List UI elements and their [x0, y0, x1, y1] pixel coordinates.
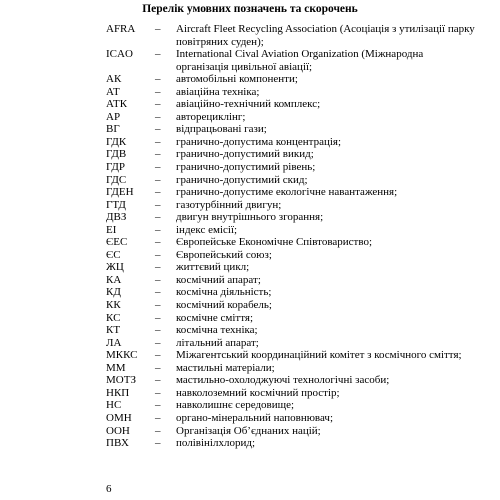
abbreviation-row — [0, 98, 500, 111]
abbreviation-definition: навколишнє середовище; — [176, 399, 295, 412]
abbreviation-row — [0, 299, 500, 312]
abbreviation-definition: відпрацьовані гази; — [176, 123, 267, 136]
abbreviation-definition: Європейське Економічне Співтовариство; — [176, 236, 373, 249]
abbreviation-row — [0, 374, 500, 387]
abbreviation-term: ГДР — [106, 161, 126, 174]
abbreviation-term: АТ — [106, 85, 120, 98]
dash-separator: – — [155, 48, 161, 61]
abbreviation-definition: гранично-допустимий викид; — [176, 148, 314, 161]
abbreviation-row — [0, 161, 500, 174]
dash-separator: – — [155, 110, 161, 123]
abbreviation-term: ПВХ — [106, 437, 129, 450]
dash-separator: – — [155, 424, 161, 437]
abbreviation-row — [0, 224, 500, 237]
dash-separator: – — [155, 273, 161, 286]
abbreviation-term: ММ — [106, 361, 126, 374]
dash-separator: – — [155, 161, 161, 174]
abbreviation-term: ЖЦ — [106, 261, 124, 274]
dash-separator: – — [155, 198, 161, 211]
dash-separator: – — [155, 85, 161, 98]
abbreviation-term: ЄС — [106, 248, 121, 261]
abbreviation-term: ГДВ — [106, 148, 127, 161]
abbreviation-term: AFRA — [106, 23, 136, 35]
dash-separator: – — [155, 73, 161, 86]
dash-separator: – — [155, 261, 161, 274]
abbreviation-term: ВГ — [106, 123, 120, 136]
abbreviation-term: ОМН — [106, 411, 132, 424]
abbreviation-row — [0, 111, 500, 124]
abbreviation-row — [0, 174, 500, 187]
dash-separator: – — [155, 311, 161, 324]
abbreviation-term: ГДЕН — [106, 186, 134, 199]
abbreviation-definition: Європейський союз; — [176, 248, 272, 261]
abbreviation-definition: космічна діяльність; — [176, 286, 272, 299]
dash-separator: – — [155, 23, 161, 35]
abbreviation-definition: індекс емісії; — [176, 223, 238, 236]
abbreviation-row — [0, 261, 500, 274]
abbreviation-term: ГДК — [106, 135, 127, 148]
abbreviation-definition: гранично-допустиме екологічне навантаження; — [176, 186, 398, 199]
page-title: Перелік умовних позначень та скорочень — [142, 3, 358, 15]
abbreviation-definition: життєвий цикл; — [176, 261, 250, 274]
abbreviation-term: ГДС — [106, 173, 127, 186]
abbreviation-term: ГТД — [106, 198, 126, 211]
abbreviation-definition: International Cival Aviation Organization (Міжнародна організація цивільної авіації; — [176, 48, 424, 73]
abbreviation-definition: авіаційна техніка; — [176, 85, 260, 98]
abbreviation-definition: авторециклінг; — [176, 110, 246, 123]
dash-separator: – — [155, 98, 161, 111]
abbreviation-term: КК — [106, 299, 121, 312]
abbreviation-row — [0, 425, 500, 438]
abbreviation-definition: навколоземний космічний простір; — [176, 386, 340, 399]
abbreviation-term: ЕІ — [106, 223, 117, 236]
abbreviation-term: ЛА — [106, 336, 122, 349]
abbreviation-term: ООН — [106, 424, 130, 437]
abbreviation-term: ICAO — [106, 48, 133, 61]
abbreviation-definition: мастильні матеріали; — [176, 361, 275, 374]
abbreviation-term: КС — [106, 311, 121, 324]
dash-separator: – — [155, 399, 161, 412]
dash-separator: – — [155, 411, 161, 424]
abbreviation-row — [0, 324, 500, 337]
abbreviation-definition: гранично-допустима концентрація; — [176, 135, 342, 148]
abbreviation-row — [0, 136, 500, 149]
abbreviation-definition: Організація Об’єднаних націй; — [176, 424, 321, 437]
abbreviation-definition: полівінілхлорид; — [176, 437, 255, 450]
abbreviation-row — [0, 73, 500, 86]
abbreviation-definition: газотурбінний двигун; — [176, 198, 282, 211]
abbreviation-term: ЄЕС — [106, 236, 128, 249]
abbreviation-row — [0, 274, 500, 287]
abbreviation-definition: гранично-допустимий рівень; — [176, 161, 316, 174]
dash-separator: – — [155, 286, 161, 299]
dash-separator: – — [155, 135, 161, 148]
abbreviation-row — [0, 437, 500, 450]
abbreviation-row — [0, 186, 500, 199]
dash-separator: – — [155, 173, 161, 186]
dash-separator: – — [155, 299, 161, 312]
abbreviation-list — [0, 23, 500, 450]
abbreviation-row — [0, 399, 500, 412]
dash-separator: – — [155, 386, 161, 399]
abbreviation-row — [0, 312, 500, 325]
abbreviation-definition: літальний апарат; — [176, 336, 259, 349]
abbreviation-row — [0, 211, 500, 224]
dash-separator: – — [155, 186, 161, 199]
abbreviation-definition: Aircraft Fleet Recycling Association (Асоціація з утилізації парку повітряних суден); — [176, 23, 475, 48]
abbreviation-row — [0, 286, 500, 299]
dash-separator: – — [155, 374, 161, 387]
abbreviation-definition: органо-мінеральний наповнювач; — [176, 411, 334, 424]
abbreviation-definition: двигун внутрішнього згорання; — [176, 211, 324, 224]
abbreviation-row — [0, 123, 500, 136]
abbreviation-term: ДВЗ — [106, 211, 127, 224]
abbreviation-row — [0, 362, 500, 375]
abbreviation-definition: космічний апарат; — [176, 273, 261, 286]
abbreviation-row — [0, 199, 500, 212]
abbreviation-term: КТ — [106, 324, 121, 337]
abbreviation-row — [0, 249, 500, 262]
abbreviation-term: КД — [106, 286, 121, 299]
abbreviation-row — [0, 412, 500, 425]
dash-separator: – — [155, 148, 161, 161]
dash-separator: – — [155, 248, 161, 261]
abbreviation-definition: космічна техніка; — [176, 324, 258, 337]
abbreviation-definition: космічне сміття; — [176, 311, 253, 324]
abbreviation-definition: космічний корабель; — [176, 299, 272, 312]
abbreviation-row — [0, 349, 500, 362]
abbreviation-row — [0, 148, 500, 161]
abbreviation-row — [0, 48, 500, 73]
abbreviation-term: КА — [106, 273, 122, 286]
dash-separator: – — [155, 437, 161, 450]
abbreviation-definition: автомобільні компоненти; — [176, 73, 298, 86]
abbreviation-definition: авіаційно-технічний комплекс; — [176, 98, 321, 111]
dash-separator: – — [155, 324, 161, 337]
dash-separator: – — [155, 236, 161, 249]
abbreviation-term: НКП — [106, 386, 130, 399]
dash-separator: – — [155, 211, 161, 224]
abbreviation-definition: гранично-допустимий скид; — [176, 173, 308, 186]
abbreviation-row — [0, 236, 500, 249]
dash-separator: – — [155, 336, 161, 349]
dash-separator: – — [155, 349, 161, 362]
abbreviation-term: МККС — [106, 349, 138, 362]
abbreviation-row — [0, 337, 500, 350]
abbreviation-row — [0, 387, 500, 400]
dash-separator: – — [155, 223, 161, 236]
abbreviation-term: АК — [106, 73, 122, 86]
page-number: 6 — [106, 483, 112, 495]
abbreviation-row — [0, 86, 500, 99]
abbreviation-term: НС — [106, 399, 122, 412]
abbreviation-row — [0, 23, 500, 48]
abbreviation-term: МОТЗ — [106, 374, 136, 387]
abbreviation-definition: мастильно-охолоджуючі технологічні засоби; — [176, 374, 390, 387]
dash-separator: – — [155, 361, 161, 374]
abbreviation-term: АР — [106, 110, 121, 123]
dash-separator: – — [155, 123, 161, 136]
abbreviation-definition: Міжагентський координаційний комітет з космічного сміття; — [176, 349, 462, 362]
abbreviation-term: АТК — [106, 98, 128, 111]
